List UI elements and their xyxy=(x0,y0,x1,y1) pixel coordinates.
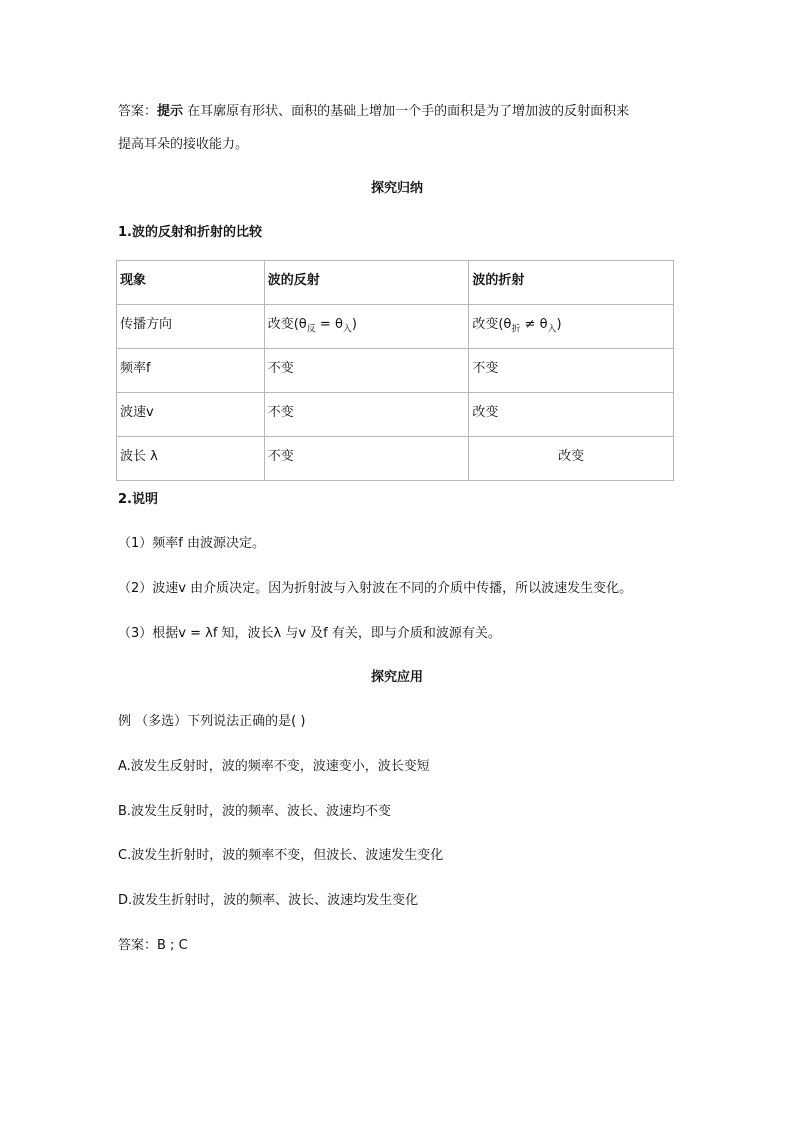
formula-text: ) xyxy=(351,317,357,332)
final-answer: 答案：B ; C xyxy=(118,938,188,953)
formula-subscript: 入 xyxy=(547,324,557,335)
formula-subscript: 入 xyxy=(342,324,352,335)
note-line: （2）波速v 由介质决定。因为折射波与入射波在不同的介质中传播，所以波速发生变化。 xyxy=(118,581,633,596)
formula-text: = θ xyxy=(315,317,343,332)
option-b: B.波发生反射时，波的频率、波长、波速均不变 xyxy=(118,804,392,819)
section-title-application: 探究应用 xyxy=(370,670,423,685)
formula-text: 改变(θ xyxy=(267,317,307,332)
table-cell: 改变 xyxy=(469,437,674,481)
table-row xyxy=(117,437,674,481)
table-cell: 不变 xyxy=(264,437,469,481)
answer-intro-line-2: 提高耳朵的接收能力。 xyxy=(118,137,249,152)
table-cell: 波速v xyxy=(117,393,265,437)
table-header-cell: 波的折射 xyxy=(469,261,674,305)
subsection-title-explanation: 2.说明 xyxy=(118,492,158,507)
question-text: 例 （多选）下列说法正确的是( ) xyxy=(118,714,306,729)
table-header-cell: 波的反射 xyxy=(264,261,469,305)
table-header-row xyxy=(117,261,674,305)
answer-text-1: 在耳廓原有形状、面积的基础上增加一个手的面积是为了增加波的反射面积来 xyxy=(183,104,630,119)
table-cell: 不变 xyxy=(264,349,469,393)
subsection-title-comparison: 1.波的反射和折射的比较 xyxy=(118,225,262,240)
note-line: （3）根据v = λf 知，波长λ 与v 及f 有关，即与介质和波源有关。 xyxy=(118,626,501,641)
table-cell: 频率f xyxy=(117,349,265,393)
table-cell: 不变 xyxy=(469,349,674,393)
comparison-table xyxy=(116,260,674,481)
formula-subscript: 反 xyxy=(306,324,316,335)
option-d: D.波发生折射时，波的频率、波长、波速均发生变化 xyxy=(118,893,419,908)
option-c: C.波发生折射时，波的频率不变，但波长、波速发生变化 xyxy=(118,848,444,863)
table-row xyxy=(117,393,674,437)
table-cell: 传播方向 xyxy=(117,305,265,349)
table-header-cell: 现象 xyxy=(117,261,265,305)
table-cell xyxy=(469,305,674,349)
formula-text: ) xyxy=(556,317,562,332)
formula-text: ≠ θ xyxy=(520,317,548,332)
table-cell: 改变 xyxy=(469,393,674,437)
hint-label: 提示 xyxy=(157,104,184,119)
option-a: A.波发生反射时，波的频率不变，波速变小，波长变短 xyxy=(118,759,430,774)
table-row xyxy=(117,349,674,393)
formula-subscript: 折 xyxy=(511,324,521,335)
answer-label: 答案： xyxy=(118,104,158,119)
table-cell: 不变 xyxy=(264,393,469,437)
table-cell xyxy=(264,305,469,349)
answer-intro-line-1 xyxy=(118,103,629,121)
table-row xyxy=(117,305,674,349)
section-title-induction: 探究归纳 xyxy=(370,181,423,196)
formula-text: 改变(θ xyxy=(472,317,512,332)
table-cell: 波长 λ xyxy=(117,437,265,481)
note-line: （1）频率f 由波源决定。 xyxy=(118,536,265,551)
